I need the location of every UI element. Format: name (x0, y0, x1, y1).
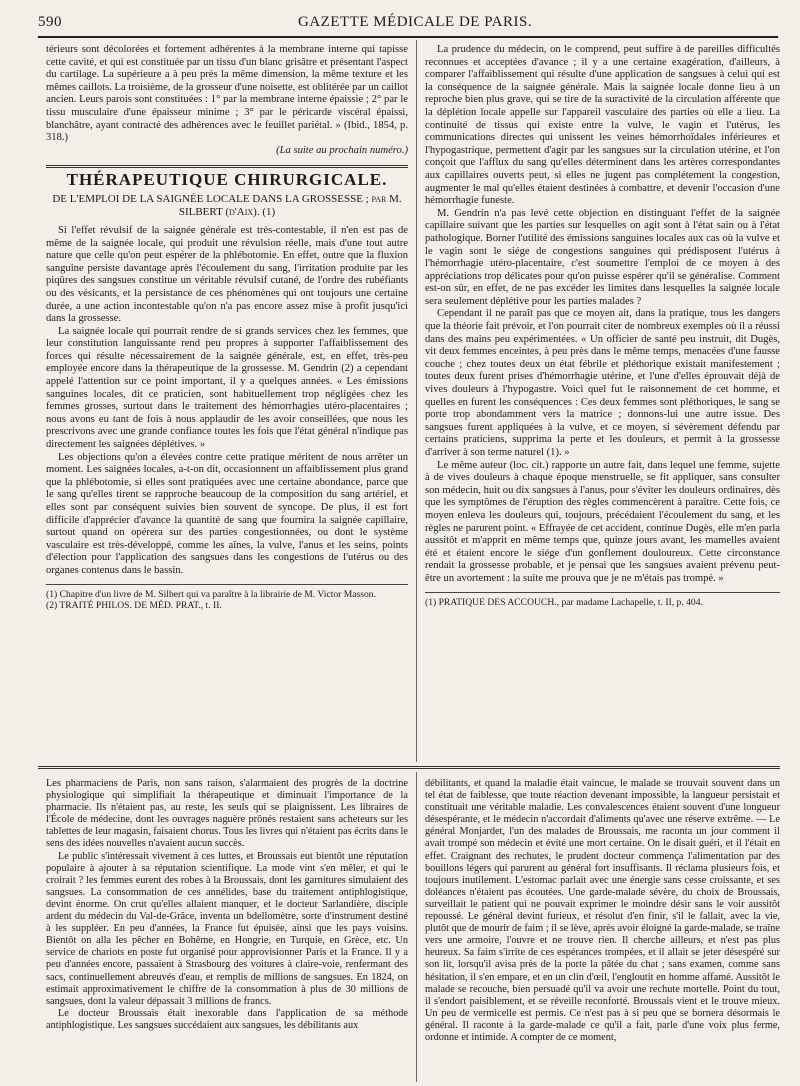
paragraph: Le même auteur (loc. cit.) rapporte un autre fait, dans lequel une femme, sujette à de vives douleurs à chaque époque menstruelle, se fit appliquer, sans consulter son médecin, huit ou dix sangsues à l'anus, pour s'éviter les douleurs ordinaires, dès que les symptômes de l'éruption des règles commencèrent à paraître. Cette fois, ce moyen enleva les douleurs qui, toujours, précédaient l'écoulement du sang, et les règles ne parurent point. « Effrayée de cet accident, continue Dugès, elle m'en parla aussitôt et m'apprit en même temps que, quinze jours avant, les mamelles avaient été et étaient encore le siége d'un gonflement douloureux. Cette circonstance rendait la grossesse probable, et je pensai que les sangsues avaient prévenu peut-être un avortement : la suite me prouva que je ne m'étais pas trompé. » (425, 459, 780, 584)
column-divider-bottom (416, 772, 417, 1082)
section-title: THÉRAPEUTIQUE CHIRURGICALE. (66, 170, 388, 190)
article-subtitle: DE L'EMPLOI DE LA SAIGNÉE LOCALE DANS LA GROSSESSE ; par M. SILBERT (d'Aix). (1) (52, 192, 402, 218)
paragraph: Le docteur Broussais était inexorable dans l'application de sa méthode antiphlogistique. Les sangsues succédaient aux sangsues, les débilitants aux (46, 1007, 408, 1031)
footnote: (1) PRATIQUE DES ACCOUCH., par madame Lachapelle, t. II, p. 404. (425, 596, 703, 608)
paragraph: Le public s'intéressait vivement à ces luttes, et Broussais eut bientôt une réputation populaire à ajouter à sa réputation scientifique. La mode vint s'en mêler, et qui le croirait ? les femmes eurent des robes à la Broussais, dont les garnitures simulaient des sangsues. La consommation de ces annélides, base du traitement antiphlogistique, devint énorme. On crut qu'elles allaient manquer, et le docteur Sarlandière, disciple ardent du médecin du Val-de-Grâce, inventa un bdellomètre, sorte d'instrument destiné à les suppléer. En peu d'années, la France fut épuisée, ainsi que les pays voisins. Bientôt on alla les pêcher en Bohême, en Hongrie, en Turquie, en Grèce, etc. Un service de chariots en poste fut organisé pour approvisionner Paris et la France. Il y a peu d'années encore, passaient à Strasbourg des voitures à claire-voie, renfermant des sacs, continuellement abreuvés d'eau, et remplis de millions de sangsues. En 1824, on estimait approximativement le chiffre de la consommation à plus de 30 millions de sangsues, dont la valeur dépassait 3 millions de francs. (46, 850, 408, 1007)
section-rule (46, 165, 408, 168)
continued-text: térieurs sont décolorées et fortement adhérentes à la membrane interne qui tapisse cette cavité, et qui est constituée par un tissu d'un blanc grisâtre et présentant l'aspect du cartilage. La supérieure a à peu près la même dimension, la même texture et les mêmes caillots. La troisième, de la grosseur d'une noisette, est oblitérée par un caillot ancien. Leurs parois sont constituées : 1° par la membrane interne épaissie ; 2° par le tissu musculaire d'une épaisseur minime ; 3° par le péricarde viscéral épaissi, blanchâtre, ayant contracté des adhérences avec le feuillet pariétal. » (Ibid., 1854, p. 318.) (46, 44, 408, 144)
column-divider (416, 40, 417, 762)
footnote: (1) Chapitre d'un livre de M. Silbert qui va paraître à la librairie de M. Victor Masson. (46, 588, 377, 600)
column-right-bottom (425, 778, 780, 1044)
page-header (38, 12, 778, 38)
paragraph: M. Gendrin n'a pas levé cette objection en distinguant l'effet de la saignée capillaire suivant que les parties sur lesquelles on agit sont à l'état sain ou à l'état pathologique. Borner l'utilité des émissions sanguines locales aux cas où la vulve et le vagin sont le siége de congestions sanguines qui prédisposent l'utérus à l'hémorrhagie utéro-placentaire, c'est soumettre l'emploi de ce moyen à des appréciations trop délicates pour qu'on puisse espérer qu'il se généralise. Comment est-on sûr, en effet, de ne pas excéder les limites dans lesquelles la saignée locale sera seulement déplétive pour les parties malades ? (425, 207, 780, 307)
paragraph: Si l'effet révulsif de la saignée générale est très-contestable, il n'en est pas de même de la saignée locale, qui produit une révulsion réelle, mais d'une tout autre nature que celle qu'on peut espérer de la phlébotomie. En effet, outre que la fluxion sanguine persiste davantage après l'écoulement du sang, l'irritation produite par les piqûres des sangsues constitue un véritable révulsif cutané, de l'ordre des rubéfiants ou des vésicants, et la persistance de ces phénomènes qui ont toujours une certaine durée, a une action incontestable qu'on n'a pas encore assez mise à profit jusqu'ici dans la grossesse. (46, 224, 408, 325)
paragraph: La prudence du médecin, on le comprend, peut suffire à de pareilles difficultés reconnues et acceptées d'avance ; il y a une certaine exagération, d'ailleurs, à comparer l'affaiblissement qui résulte d'une application de sangsues à celui qui est la conséquence de la saignée générale. Mais la saignée locale donne lieu à un reproche bien plus grave, qui se tire de la suractivité de la circulation afférente que la déplétion locale appelle sur l'appareil vasculaire des parties où elle a lieu. La continuité de tissus qui existe entre la vulve, le vagin et l'utérus, les communications directes qui unissent les veines hémorrhoïdales inférieures et l'hypogastrique, permettent d'agir par les sangsues sur la circulation utérine, et l'on conçoit que l'afflux du sang qu'elles déterminent dans les artères correspondantes aux capillaires ouverts peut, si elles ne jugent pas complétement la congestion, augmenter le mal qu'elles étaient destinées à combattre, et devenir l'occasion d'une hémorrhagie funeste. (425, 44, 780, 207)
journal-title: GAZETTE MÉDICALE DE PARIS. (298, 14, 533, 30)
paragraph: Les pharmaciens de Paris, non sans raison, s'alarmaient des progrès de la doctrine physiologique qui simplifiait la thérapeutique et diminuait l'importance de la pharmacie. Ils n'étaient pas, au reste, les seuls qui se plaignissent. Les libraires de l'École de médecine, dont les ouvrages naguère prônés restaient sans acheteurs sur les tablettes de leur magasin, faisaient chorus. Tous les livres qui n'étaient pas écrits dans le sens des idées nouvelles n'avaient aucun succès. (46, 778, 408, 850)
footnote-rule (46, 584, 408, 585)
to-be-continued: (La suite au prochain numéro.) (276, 144, 408, 156)
feuilleton-rule (38, 766, 780, 769)
column-left-bottom (46, 778, 408, 1032)
paragraph: Cependant il ne paraît pas que ce moyen ait, dans la pratique, tous les dangers que la théorie fait prévoir, et l'on pourrait citer de nombreux exemples où il a réussi dans des mains peu expérimentées. « Un officier de santé peu instruit, dit Dugès, vit deux femmes enceintes, à peu près dans le même temps, menacées d'une fausse couche ; chez toutes deux un état fébrile et pléthorique existait manifestement ; toutes deux furent prises d'hémorrhagie utérine, et l'une d'elles éprouvait déjà de vives douleurs à l'hypogastre. Voici quel fut le raisonnement de cet homme, et quelles en furent les conséquences : Ces deux femmes sont pléthoriques, le sang se porte trop abondamment vers la matrice ; donnons-lui une autre issue. Des sangsues furent appliquées à la vulve, et ce moyen, si sévèrement défendu par certains praticiens, supprima la perte et les douleurs, et permit à la grossesse d'arriver à son terme naturel (1). » (425, 308, 780, 458)
paragraph: La saignée locale qui pourrait rendre de si grands services chez les femmes, que leur constitution languissante rend peu propres à supporter l'affaiblissement des forces qui résulte nécessairement de la saignée générale, est, en effet, très-peu employée encore dans la thérapeutique de la grossesse. M. Gendrin (2) a cependant appelé l'attention sur ce point important, il y a quelques années. « Les émissions sanguines locales, dit ce praticien, sont habituellement trop négligées chez les femmes grosses, surtout dans le traitement des hémorrhagies utéro-placentaires ; nous avons eu tant de fois à nous applaudir de les avoir conseillées, que nous les prescrivons avec une grande confiance toutes les fois que l'état général n'indique pas directement les saignées déplétives. » (46, 325, 408, 451)
column-left-top (46, 44, 408, 612)
page-number: 590 (38, 14, 62, 30)
footnote-rule (425, 592, 780, 593)
paragraph: débilitants, et quand la maladie était vaincue, le malade se trouvait souvent dans un tel état de faiblesse, que toute réaction devenant impossible, la langueur persistait et constituait une véritable maladie. Les convalescences étaient souvent d'une longueur désespérante, et le médecin n'accordait d'aliments qu'avec une réserve extrême. — Le général Monjardet, l'un des malades de Broussais, me raconta un jour comment il avait trompé son médecin et évité une mort certaine. On le disait guéri, et il l'était en effet. Craignant des rechutes, le prudent docteur commença l'alimentation par des bouillons légers qui parurent au général fort insuffisants. Il réclama plusieurs fois, et toujours inutilement. L'estomac parlait avec une énergie sans cesse croissante, et ses doléances n'étaient pas écoutées. Une garde-malade sévère, du choix de Broussais, surveillait le patient qui ne pouvait exprimer le moindre désir sans le voir aussitôt repoussé. Le général devint furieux, et résolut d'en finir, s'il le fallait, avec la vie, plutôt que de mourir de faim ; il se lève, après avoir éloigné la garde-malade, se traîne vers une armoire, l'ouvre et ne trouve rien. Il cherche ailleurs, et n'est pas plus heureux. Sa faim s'irrite de ces espérances trompées, et il allait se jeter désespéré sur son lit, lorsqu'il avisa près de la porte la pâtée du chat ; sans examen, comme sans hésitation, il s'en empare, et en un clin d'œil, l'engloutit en homme affamé. Aussitôt le malade se recouche, bien persuadé qu'il va avoir une rechute mortelle. Point du tout, il s'endort paisiblement, et se réveille reconforté. Broussais vient et le trouve mieux. Un peu de vermicelle est permis. Ce n'est pas à si peu que se bornera désormais le général. Il raconte à la garde-malade ce qu'il a fait, parle d'une voix plus ferme, ordonne et intimide. A compter de ce moment, (425, 778, 780, 1043)
paragraph: Les objections qu'on a élevées contre cette pratique méritent de nous arrêter un moment. Les saignées locales, a-t-on dit, occasionnent un affaiblissement plus grand que la phlébotomie, si elles sont pratiquées avec une certaine abondance, parce que le sang qu'elles tirent se rapproche beaucoup de la composition du sang artériel, et elles sont par conséquent suivies bien souvent de syncope. De plus, il est fort difficile d'apprécier d'avance la quantité de sang que fournira la saignée capillaire, surtout quand on opérera sur des parties congestionnées, ou dont le système vasculaire est très-développé, comme les aînes, la vulve, l'anus et les seins, points d'élection pour l'application des sangsues dans les congestions de l'utérus ou des organes contenus dans le bassin. (46, 451, 408, 576)
footnote: (2) TRAITÉ PHILOS. DE MÉD. PRAT., t. II. (46, 600, 222, 612)
column-right-top (425, 44, 780, 608)
header-rule (38, 36, 778, 38)
